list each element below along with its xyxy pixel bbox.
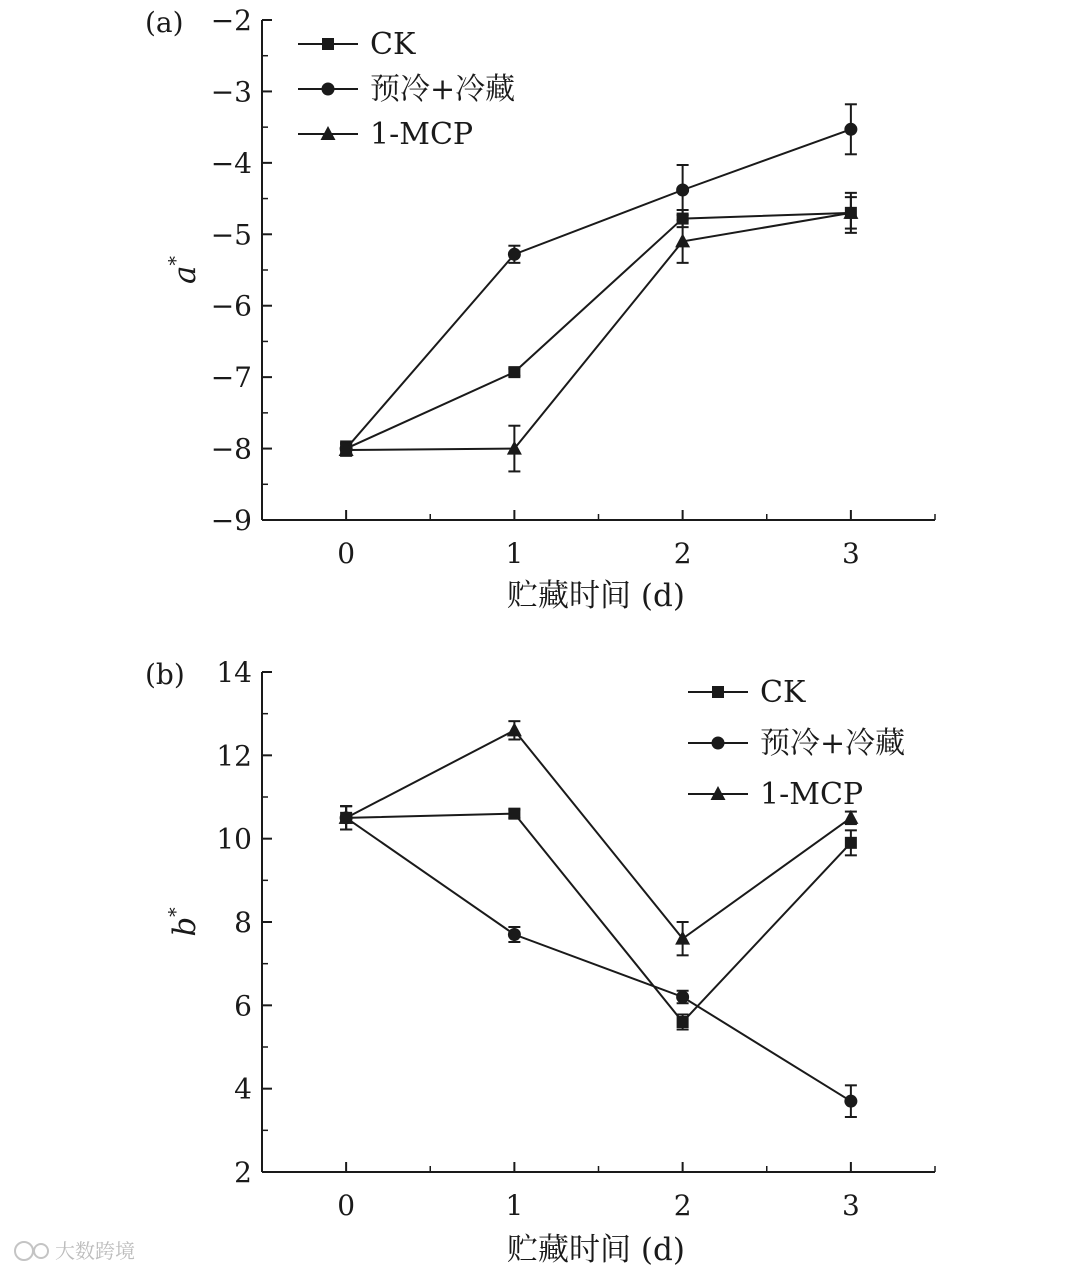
data-point [845, 837, 857, 849]
y-tick-label: 8 [234, 906, 252, 939]
x-tick-label: 1 [505, 1189, 524, 1222]
x-tick-label: 0 [337, 1189, 356, 1222]
legend-label: 1-MCP [760, 777, 864, 812]
y-tick-label: 4 [234, 1072, 252, 1106]
legend-marker [712, 686, 724, 698]
y-tick-label: 2 [234, 1156, 252, 1189]
data-point [844, 1095, 857, 1108]
data-point [676, 991, 689, 1004]
y-tick-label: 12 [216, 739, 252, 773]
data-point [676, 184, 689, 197]
legend-marker [322, 38, 334, 50]
legend-label: CK [370, 27, 416, 62]
y-tick-label: −3 [210, 75, 252, 109]
x-tick-label: 3 [841, 1189, 860, 1222]
legend-marker [712, 737, 725, 750]
x-tick-label: 2 [673, 1189, 692, 1222]
y-axis-title-superscript: * [165, 256, 187, 266]
x-tick-label: 2 [673, 537, 692, 570]
data-point [508, 928, 521, 941]
legend-label: 预冷+冷藏 [760, 726, 906, 761]
y-tick-label: −2 [210, 4, 252, 37]
x-tick-label: 1 [505, 537, 524, 570]
y-tick-label: −9 [210, 504, 252, 537]
legend-marker [322, 83, 335, 96]
x-axis-title: 贮藏时间 (d) [507, 1232, 685, 1268]
watermark-text: 大数跨境 [55, 1239, 135, 1263]
data-point [844, 123, 857, 136]
y-tick-label: −7 [210, 361, 252, 395]
y-tick-label: 6 [234, 989, 252, 1023]
y-tick-label: 10 [216, 822, 252, 856]
y-tick-label: 14 [216, 656, 252, 689]
x-tick-label: 3 [841, 537, 860, 570]
legend-label: 预冷+冷藏 [370, 72, 516, 107]
panel-label: (a) [145, 6, 184, 39]
panel-label: (b) [145, 658, 185, 691]
data-point [508, 248, 521, 261]
y-axis-title-base: b [167, 916, 203, 937]
y-axis-title-superscript: * [165, 907, 187, 917]
x-tick-label: 0 [337, 537, 356, 570]
x-axis-title: 贮藏时间 (d) [507, 578, 685, 614]
y-tick-label: −6 [210, 289, 252, 323]
data-point [677, 1016, 689, 1028]
data-point [508, 366, 520, 378]
y-tick-label: −8 [210, 432, 252, 466]
y-tick-label: −4 [210, 146, 252, 180]
data-point [508, 808, 520, 820]
y-tick-label: −5 [210, 218, 252, 252]
y-axis-title-base: a [167, 265, 203, 284]
legend-label: CK [760, 675, 806, 710]
legend-label: 1-MCP [370, 117, 474, 152]
